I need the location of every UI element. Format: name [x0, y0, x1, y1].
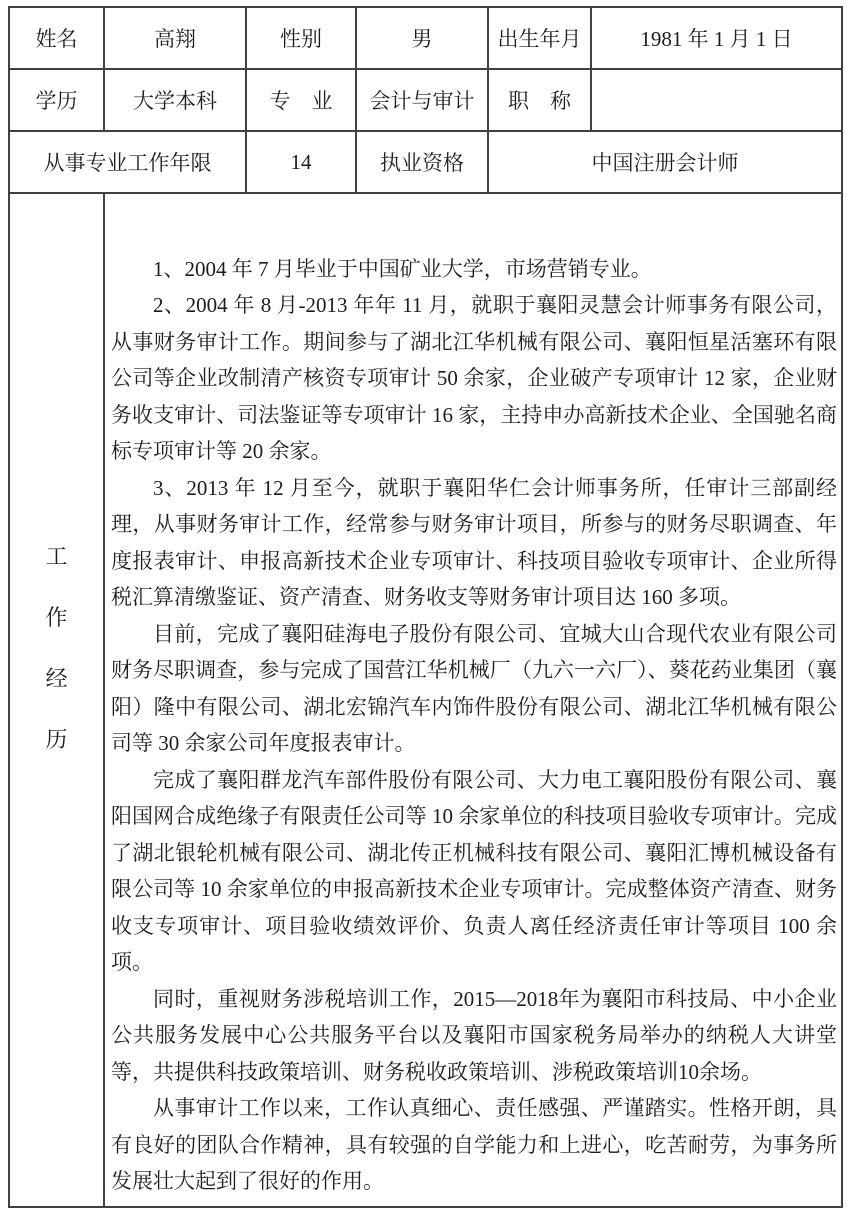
qualification-label: 执业资格: [356, 131, 488, 193]
jobtitle-label: 职 称: [488, 69, 591, 131]
birthdate-value: 1981 年 1 月 1 日: [591, 7, 842, 69]
table-row-qualification: [9, 131, 842, 193]
work-experience-paragraph: 目前，完成了襄阳硅海电子股份有限公司、宜城大山合现代农业有限公司财务尽职调查，参与完成了国营江华机械厂（九六一六厂）、葵花药业集团（襄阳）隆中有限公司、湖北宏锦汽车内饰件股份有限公司、湖北江华机械有限公司等 30 余家公司年度报表审计。: [111, 621, 837, 755]
work-experience-paragraph: 完成了襄阳群龙汽车部件股份有限公司、大力电工襄阳股份有限公司、襄阳国网合成绝缘子有限责任公司等 10 余家单位的科技项目验收专项审计。完成了湖北银轮机械有限公司、湖北传正机械科技有限公司、襄阳汇博机械设备有限公司等 10 余家单位的申报高新技术企业专项审计。完成整体资产清查、财务收支专项审计、项目验收绩效评价、负责人离任经济责任审计等项目 100 余项。: [111, 767, 837, 974]
name-label: 姓名: [9, 7, 104, 69]
vertical-label-char: 历: [45, 726, 68, 752]
work-experience-text: [105, 201, 841, 1200]
vertical-label-char: 经: [45, 665, 68, 691]
work-experience-paragraph: 同时，重视财务涉税培训工作，2015—2018年为襄阳市科技局、中小企业公共服务发展中心公共服务平台以及襄阳市国家税务局举办的纳税人大讲堂等，共提供科技政策培训、财务税收政策培训、涉税政策培训10余场。: [111, 986, 837, 1084]
work-experience-paragraph: 3、2013 年 12 月至今，就职于襄阳华仁会计师事务所，任审计三部副经理，从事财务审计工作，经常参与财务审计项目，所参与的财务尽职调查、年度报表审计、申报高新技术企业专项审计、科技项目验收专项审计、企业所得税汇算清缴鉴证、资产清查、财务收支等财务审计项目达 160 多项。: [111, 475, 837, 609]
work-experience-label-cell: [9, 193, 104, 1207]
major-value: 会计与审计: [356, 69, 488, 131]
work-experience-vertical-label: [10, 543, 103, 855]
birthdate-label: 出生年月: [488, 7, 591, 69]
gender-label: 性别: [246, 7, 356, 69]
table-row-personal: [9, 7, 842, 69]
work-experience-paragraph: 从事审计工作以来，工作认真细心、责任感强、严谨踏实。性格开朗，具有良好的团队合作精神，具有较强的自学能力和上进心，吃苦耐劳，为事务所发展壮大起到了很好的作用。: [111, 1096, 837, 1193]
work-years-value: 14: [246, 131, 356, 193]
education-value: 大学本科: [104, 69, 246, 131]
name-value: 高翔: [104, 7, 246, 69]
work-experience-content-cell: [104, 193, 842, 1207]
resume-table: [8, 6, 843, 1208]
major-label: 专 业: [246, 69, 356, 131]
jobtitle-value: [591, 69, 842, 131]
vertical-label-char: 作: [45, 604, 68, 630]
table-row-education: [9, 69, 842, 131]
education-label: 学历: [9, 69, 104, 131]
table-row-work-experience: [9, 193, 842, 1207]
work-experience-paragraph: 2、2004 年 8 月-2013 年年 11 月，就职于襄阳灵慧会计师事务有限公司，从事财务审计工作。期间参与了湖北江华机械有限公司、襄阳恒星活塞环有限公司等企业改制清产核资专项审计 50 余家，企业破产专项审计 12 家，企业财务收支审计、司法鉴证等专项审计 16 家，主持申办高新技术企业、全国驰名商标专项审计等 20 余家。: [111, 293, 837, 463]
work-years-label: 从事专业工作年限: [9, 131, 246, 193]
qualification-value: 中国注册会计师: [488, 131, 842, 193]
work-experience-paragraph: 1、2004 年 7 月毕业于中国矿业大学，市场营销专业。: [153, 256, 652, 281]
gender-value: 男: [356, 7, 488, 69]
vertical-label-char: 工: [45, 543, 68, 569]
